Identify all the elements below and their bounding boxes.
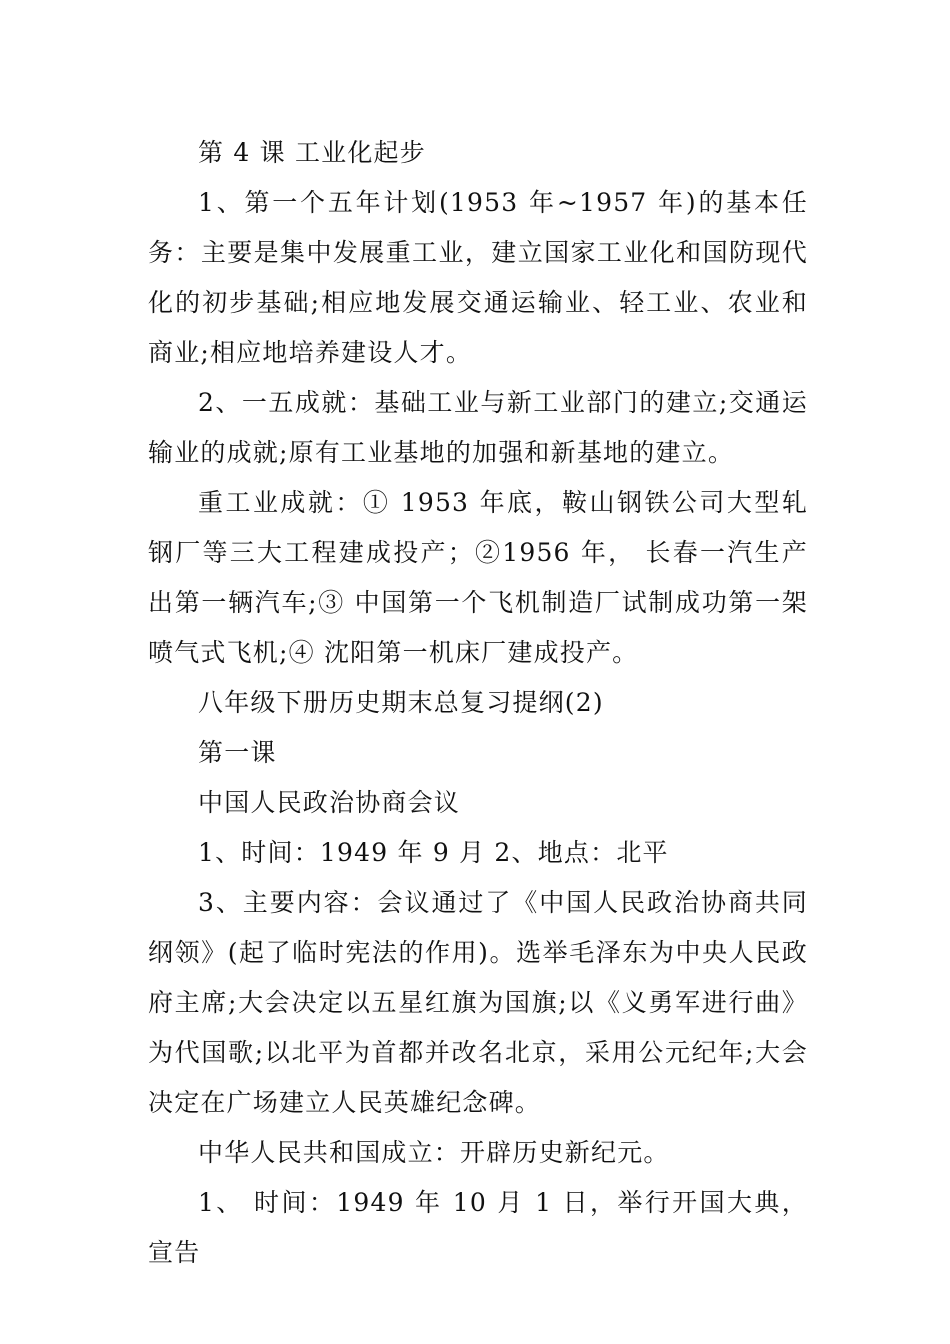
- paragraph-time-place: 1、时间：1949 年 9 月 2、地点：北平: [198, 838, 669, 867]
- paragraph-prc-founding: 中华人民共和国成立：开辟历史新纪元。: [198, 1138, 670, 1167]
- lesson-title: 第 4 课 工业化起步: [198, 138, 426, 167]
- paragraph-founding-time: 1、 时间：1949 年 10 月 1 日，举行开国大典，宣告: [148, 1188, 808, 1267]
- paragraph-main-content: 3、主要内容：会议通过了《中国人民政治协商共同纲领》(起了临时宪法的作用)。选举毛泽东为中央人民政府主席;大会决定以五星红旗为国旗;以《义勇军进行曲》为代国歌;以北平为首都并改名北京，采用公元纪年;大会决定在广场建立人民英雄纪念碑。: [148, 888, 808, 1117]
- section-heading: 八年级下册历史期末总复习提纲(2): [198, 688, 604, 717]
- paragraph-achievements: 2、一五成就：基础工业与新工业部门的建立;交通运输业的成就;原有工业基地的加强和新基地的建立。: [148, 388, 808, 467]
- paragraph-five-year-plan: 1、第一个五年计划(1953 年~1957 年)的基本任务：主要是集中发展重工业，建立国家工业化和国防现代化的初步基础;相应地发展交通运输业、轻工业、农业和商业;相应地培养建设人才。: [148, 188, 808, 367]
- lesson-heading: 第一课: [198, 738, 277, 767]
- document-body: [148, 128, 808, 1278]
- paragraph-heavy-industry: 重工业成就：① 1953 年底，鞍山钢铁公司大型轧钢厂等三大工程建成投产；②1956 年， 长春一汽生产出第一辆汽车;③ 中国第一个飞机制造厂试制成功第一架喷气式飞机;④ 沈阳第一机床厂建成投产。: [148, 488, 808, 667]
- topic-heading: 中国人民政治协商会议: [198, 788, 461, 817]
